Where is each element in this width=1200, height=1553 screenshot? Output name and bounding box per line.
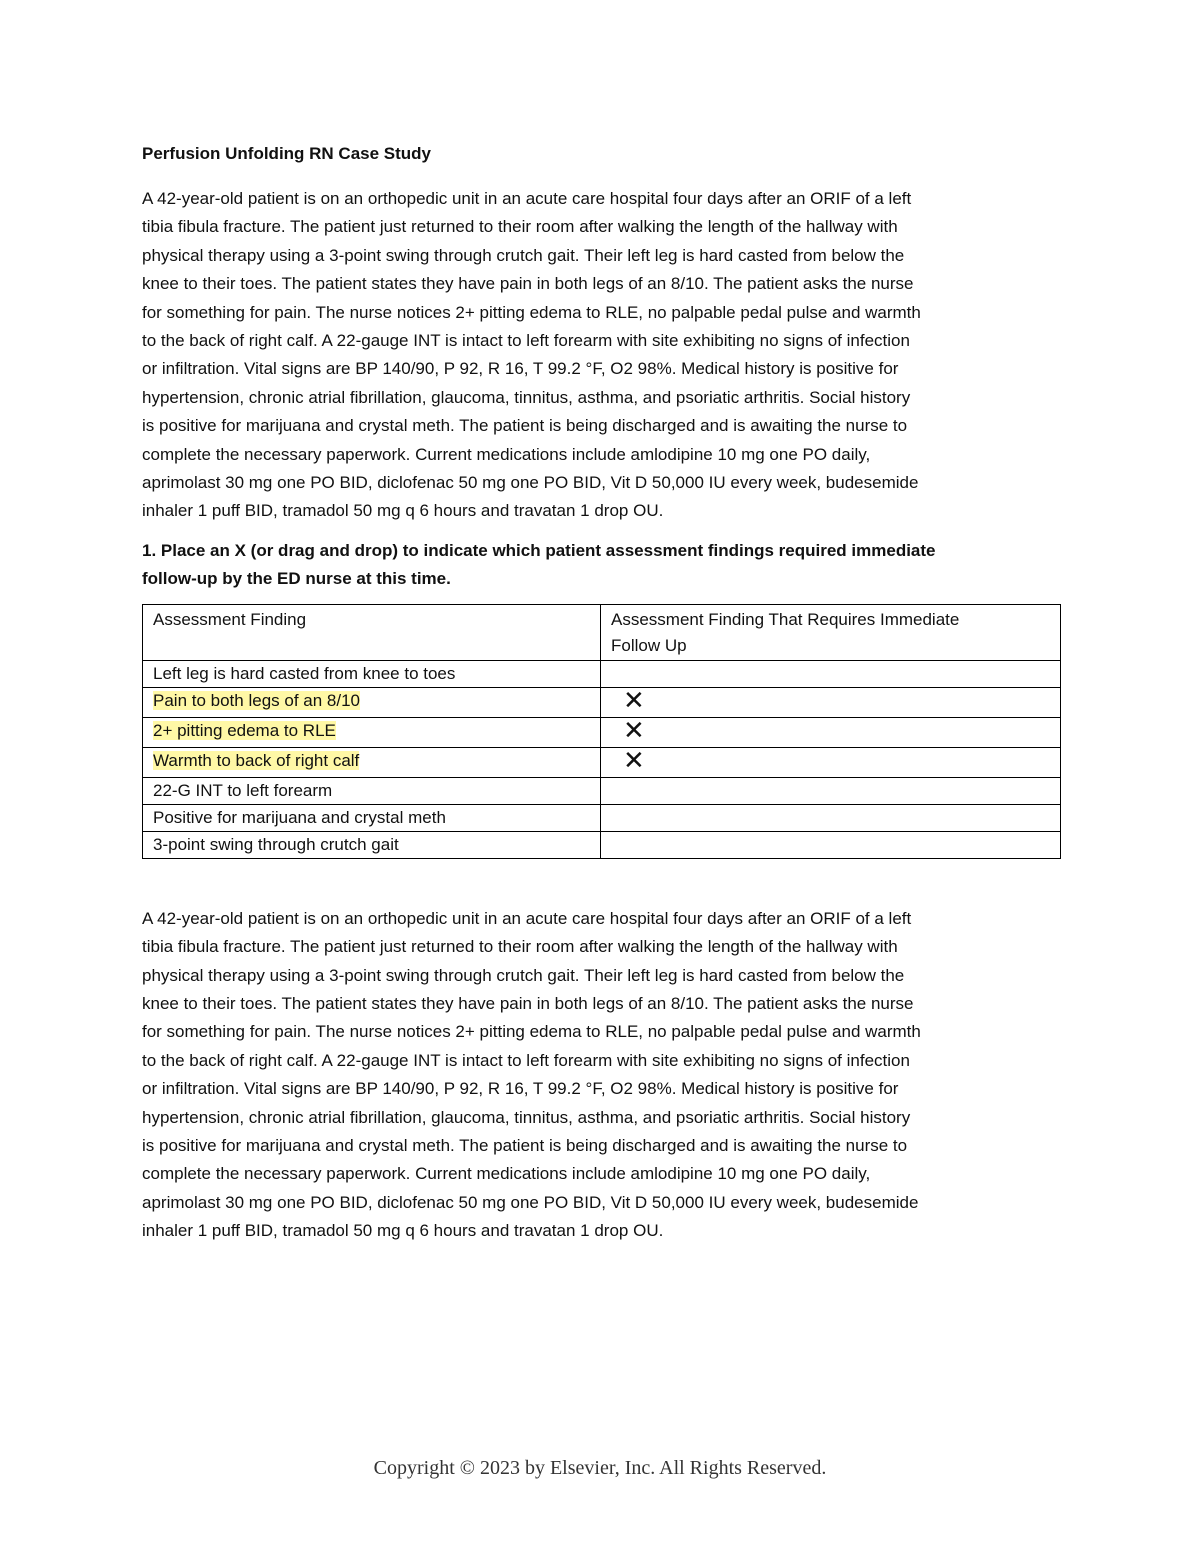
table-row: [143, 831, 1061, 858]
table-header-row: [143, 604, 1061, 660]
paragraph-line: tibia fibula fracture. The patient just returned to their room after walking the length of the hallway with: [142, 217, 898, 237]
question-line: follow-up by the ED nurse at this time.: [142, 569, 451, 589]
header-assessment-finding: [143, 604, 601, 660]
paragraph-line: aprimolast 30 mg one PO BID, diclofenac 50 mg one PO BID, Vit D 50,000 IU every week, budesemide: [142, 1192, 919, 1212]
x-mark-icon: ✕: [623, 714, 645, 745]
paragraph-line: physical therapy using a 3-point swing through crutch gait. Their left leg is hard casted from below the: [142, 965, 905, 985]
mark-cell[interactable]: [601, 660, 1061, 687]
paragraph-line: for something for pain. The nurse notices 2+ pitting edema to RLE, no palpable pedal pulse and warmth: [142, 302, 921, 322]
question-line: 1. Place an X (or drag and drop) to indicate which patient assessment findings required immediate: [142, 540, 936, 560]
paragraph-line: knee to their toes. The patient states they have pain in both legs of an 8/10. The patient asks the nurse: [142, 274, 914, 294]
case-scenario-paragraph-repeat: [142, 905, 1060, 1246]
mark-cell[interactable]: [601, 777, 1061, 804]
finding-cell: [143, 804, 601, 831]
paragraph-line: physical therapy using a 3-point swing through crutch gait. Their left leg is hard casted from below the: [142, 245, 905, 265]
mark-cell[interactable]: [601, 831, 1061, 858]
table-row: [143, 747, 1061, 777]
x-mark-icon: ✕: [623, 744, 645, 775]
question-1: [142, 537, 1060, 594]
header-label: Assessment Finding That Requires Immediate: [611, 609, 960, 629]
paragraph-line: or infiltration. Vital signs are BP 140/90, P 92, R 16, T 99.2 °F, O2 98%. Medical history is positive for: [142, 1079, 899, 1099]
assessment-table: [142, 604, 1061, 859]
table-row: [143, 804, 1061, 831]
finding-text: 22-G INT to left forearm: [153, 780, 333, 800]
paragraph-line: inhaler 1 puff BID, tramadol 50 mg q 6 hours and travatan 1 drop OU.: [142, 501, 664, 521]
finding-cell: [143, 747, 601, 777]
mark-cell[interactable]: [601, 744, 1061, 777]
finding-cell: [143, 831, 601, 858]
finding-text: Left leg is hard casted from knee to toes: [153, 663, 456, 683]
paragraph-line: to the back of right calf. A 22-gauge INT is intact to left forearm with site exhibiting no signs of infection: [142, 1050, 910, 1070]
header-label: Assessment Finding: [153, 609, 307, 629]
case-scenario-paragraph: [142, 185, 1060, 526]
paragraph-line: for something for pain. The nurse notices 2+ pitting edema to RLE, no palpable pedal pulse and warmth: [142, 1022, 921, 1042]
copyright-footer: Copyright © 2023 by Elsevier, Inc. All Rights Reserved.: [373, 1457, 827, 1479]
paragraph-line: aprimolast 30 mg one PO BID, diclofenac 50 mg one PO BID, Vit D 50,000 IU every week, budesemide: [142, 473, 919, 493]
finding-cell: [143, 777, 601, 804]
finding-text-highlighted: 2+ pitting edema to RLE: [153, 720, 336, 740]
finding-cell: [143, 717, 601, 747]
finding-text-highlighted: Pain to both legs of an 8/10: [153, 690, 360, 710]
document-page: [142, 140, 1060, 1246]
table-row: [143, 717, 1061, 747]
paragraph-line: tibia fibula fracture. The patient just returned to their room after walking the length of the hallway with: [142, 937, 898, 957]
finding-text-highlighted: Warmth to back of right calf: [153, 750, 360, 770]
paragraph-line: to the back of right calf. A 22-gauge INT is intact to left forearm with site exhibiting no signs of infection: [142, 331, 910, 351]
paragraph-line: hypertension, chronic atrial fibrillation, glaucoma, tinnitus, asthma, and psoriatic arthritis. Social history: [142, 387, 911, 407]
document-title: Perfusion Unfolding RN Case Study: [142, 144, 432, 163]
paragraph-line: hypertension, chronic atrial fibrillation, glaucoma, tinnitus, asthma, and psoriatic arthritis. Social history: [142, 1107, 911, 1127]
mark-cell[interactable]: [601, 714, 1061, 747]
mark-cell[interactable]: [601, 684, 1061, 717]
table-row: [143, 660, 1061, 687]
paragraph-line: is positive for marijuana and crystal meth. The patient is being discharged and is awaiting the nurse to: [142, 416, 908, 436]
finding-cell: [143, 660, 601, 687]
paragraph-line: is positive for marijuana and crystal meth. The patient is being discharged and is awaiting the nurse to: [142, 1135, 908, 1155]
finding-cell: [143, 687, 601, 717]
paragraph-line: complete the necessary paperwork. Current medications include amlodipine 10 mg one PO daily,: [142, 444, 871, 464]
paragraph-line: A 42-year-old patient is on an orthopedic unit in an acute care hospital four days after an ORIF of a left: [142, 908, 912, 928]
paragraph-line: A 42-year-old patient is on an orthopedic unit in an acute care hospital four days after an ORIF of a left: [142, 189, 912, 208]
mark-cell[interactable]: [601, 804, 1061, 831]
paragraph-line: inhaler 1 puff BID, tramadol 50 mg q 6 hours and travatan 1 drop OU.: [142, 1221, 664, 1241]
header-label: Follow Up: [611, 635, 687, 655]
paragraph-line: complete the necessary paperwork. Current medications include amlodipine 10 mg one PO daily,: [142, 1164, 871, 1184]
finding-text: 3-point swing through crutch gait: [153, 834, 399, 854]
paragraph-line: knee to their toes. The patient states they have pain in both legs of an 8/10. The patient asks the nurse: [142, 993, 914, 1013]
paragraph-line: or infiltration. Vital signs are BP 140/90, P 92, R 16, T 99.2 °F, O2 98%. Medical history is positive for: [142, 359, 899, 379]
table-row: [143, 687, 1061, 717]
header-requires-follow-up: [601, 604, 1061, 660]
table-row: [143, 777, 1061, 804]
finding-text: Positive for marijuana and crystal meth: [153, 807, 446, 827]
x-mark-icon: ✕: [623, 684, 645, 715]
